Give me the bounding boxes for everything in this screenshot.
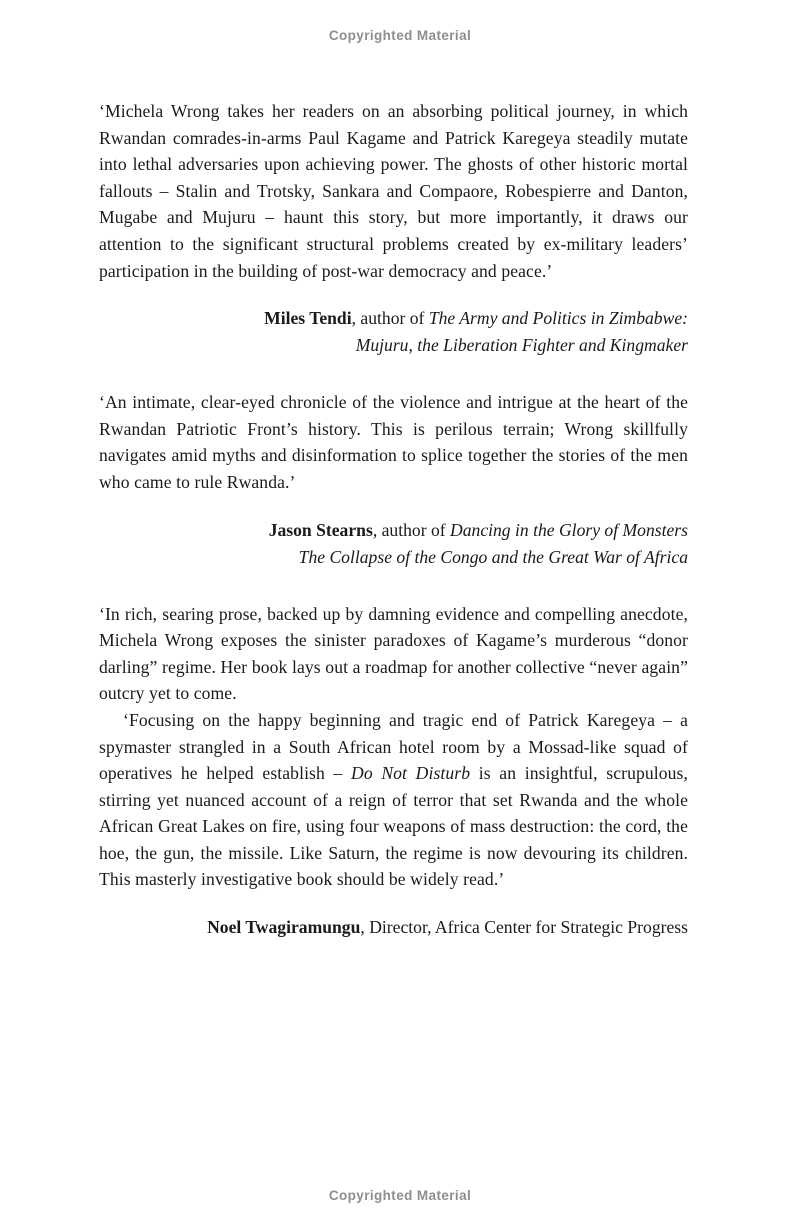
reviewer-role: , Director, Africa Center for Strategic Progress bbox=[360, 917, 688, 938]
book-title-inline: Do Not Disturb bbox=[351, 763, 471, 784]
endorsement-3-text-2b: is an insightful, scrupulous, stirring yet nuanced account of a reign of terror that set Rwanda and the whole African Great Lakes on fire, using four weapons of mass destruction: the cord, the hoe, the gun, the missile. Like Saturn, the regime is now devouring its children. This masterly investigative book should be widely read.’ bbox=[99, 763, 688, 890]
book-title-line2: The Collapse of the Congo and the Great War of Africa bbox=[298, 546, 688, 567]
endorsement-2-attribution bbox=[99, 517, 688, 571]
endorsement-3-attribution bbox=[99, 914, 688, 941]
attribution-prefix: , author of bbox=[372, 519, 451, 540]
endorsement-1-paragraph bbox=[99, 98, 688, 284]
book-title-line1: The Army and Politics in Zimbabwe: bbox=[428, 308, 688, 329]
endorsement-1-attribution bbox=[99, 305, 688, 359]
endorsement-2-text: ‘An intimate, clear-eyed chronicle of the violence and intrigue at the heart of the Rwandan Patriotic Front’s history. This is perilous terrain; Wrong skillfully navigates amid myths and disinformation to splice together the stories of the men who came to rule Rwanda.’ bbox=[99, 392, 688, 492]
endorsements-content bbox=[99, 98, 688, 941]
endorsement-3 bbox=[99, 601, 688, 942]
endorsement-1-text: ‘Michela Wrong takes her readers on an absorbing political journey, in which Rwandan comrades-in-arms Paul Kagame and Patrick Karegeya steadily mutate into lethal adversaries upon achieving power. The ghosts of other historic mortal fallouts – Stalin and Trotsky, Sankara and Compaore, Robespierre and Danton, Mugabe and Mujuru – haunt this story, but more importantly, it draws our attention to the significant structural problems created by ex-military leaders’ participation in the building of post-war democracy and peace.’ bbox=[99, 101, 688, 281]
endorsement-3-text-2a: ‘Focusing on the happy beginning and tragic end of Patrick Karegeya – a spymaster strangled in a South African hotel room by a Mossad-like squad of operatives he helped establish – bbox=[99, 709, 688, 784]
reviewer-name: Jason Stearns bbox=[268, 519, 373, 540]
endorsement-1 bbox=[99, 98, 688, 359]
book-title-line1: Dancing in the Glory of Monsters bbox=[450, 519, 688, 540]
reviewer-name: Miles Tendi bbox=[264, 308, 352, 329]
book-title-line2: Mujuru, the Liberation Fighter and Kingmaker bbox=[355, 335, 688, 356]
endorsement-3-paragraph-1 bbox=[99, 601, 688, 707]
copyright-notice-bottom: Copyrighted Material bbox=[328, 1188, 472, 1203]
endorsement-3-text-1: ‘In rich, searing prose, backed up by damning evidence and compelling anecdote, Michela Wrong exposes the sinister paradoxes of Kagame’s murderous “donor darling” regime. Her book lays out a roadmap for another collective “never again” outcry yet to come. bbox=[99, 603, 688, 704]
reviewer-name: Noel Twagiramungu bbox=[207, 917, 361, 938]
endorsement-2 bbox=[99, 389, 688, 570]
attribution-prefix: , author of bbox=[351, 308, 429, 329]
copyright-notice-top: Copyrighted Material bbox=[328, 28, 472, 43]
endorsement-2-paragraph bbox=[99, 389, 688, 495]
endorsement-3-paragraph-2 bbox=[99, 707, 688, 893]
